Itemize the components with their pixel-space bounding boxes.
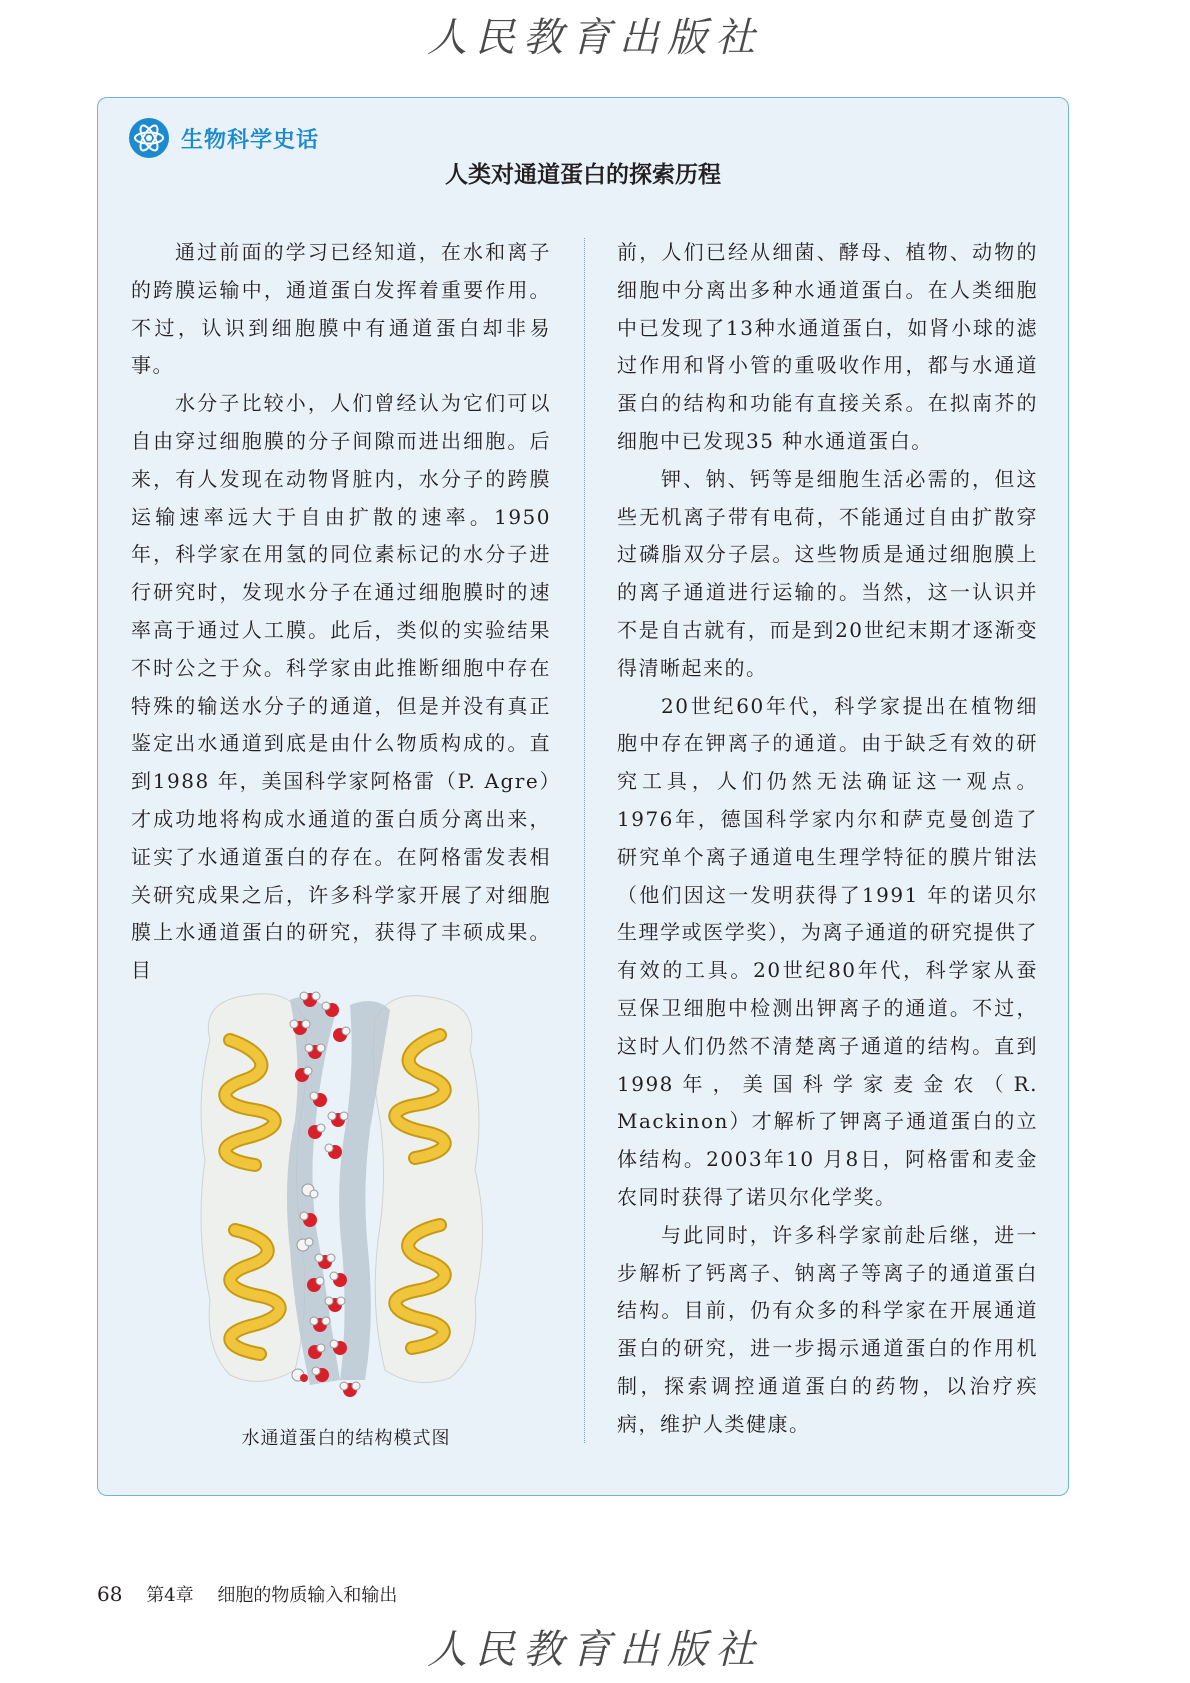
paragraph: 与此同时，许多科学家前赴后继，进一步解析了钙离子、钠离子等离子的通道蛋白结构。目前，仍有众多的科学家在开展通道蛋白的研究，进一步揭示通道蛋白的作用机制，探索调控通道蛋白的药物，以治疗疾病，维护人类健康。 (617, 1222, 1038, 1436)
column-divider (584, 238, 585, 1443)
chapter-title: 细胞的物质输入和输出 (217, 1585, 398, 1606)
page-title: 人类对通道蛋白的探索历程 (445, 162, 721, 188)
page-number: 68 (97, 1582, 123, 1606)
aquaporin-illustration (190, 980, 490, 1420)
paragraph: 20世纪60年代，科学家提出在植物细胞中存在钾离子的通道。由于缺乏有效的研究工具，人们仍然无法确证这一观点。1976年，德国科学家内尔和萨克曼创造了研究单个离子通道电生理学特征的膜片钳法（他们因这一发明获得了1991 年的诺贝尔生理学或医学奖），为离子通道的研究提供了有效的工具。20世纪80年代，科学家从蚕豆保卫细胞中检测出钾离子的通道。不过，这时人们仍然不清楚离子通道的结构。直到1998年，美国科学家麦金农（R. Mackinon）才解析了钾离子通道蛋白的立体结构。2003年10 月8日，阿格雷和麦金农同时获得了诺贝尔化学奖。 (617, 693, 1038, 1209)
paragraph: 水分子比较小，人们曾经认为它们可以自由穿过细胞膜的分子间隙而进出细胞。后来，有人发现在动物肾脏内，水分子的跨膜运输速率远大于自由扩散的速率。1950年，科学家在用氢的同位素标记的水分子进行研究时，发现水分子在通过细胞膜时的速率高于通过人工膜。此后，类似的实验结果不时公之于众。科学家由此推断细胞中存在特殊的输送水分子的通道，但是并没有真正鉴定出水通道到底是由什么物质构成的。直到1988 年，美国科学家阿格雷（P. Agre）才成功地将构成水通道的蛋白质分离出来，证实了水通道蛋白的存在。在阿格雷发表相关研究成果之后，许多科学家开展了对细胞膜上水通道蛋白的研究，获得了丰硕成果。目 (131, 391, 551, 983)
publisher-logo-bottom: 人民教育出版社 (427, 1627, 763, 1673)
right-column (617, 234, 1038, 1444)
paragraph: 前，人们已经从细菌、酵母、植物、动物的细胞中分离出多种水通道蛋白。在人类细胞中已发现了13种水通道蛋白，如肾小球的滤过作用和肾小管的重吸收作用，都与水通道蛋白的结构和功能有直接关系。在拟南芥的细胞中已发现35 种水通道蛋白。 (617, 240, 1038, 453)
figure-caption: 水通道蛋白的结构模式图 (241, 1428, 451, 1449)
section-label: 生物科学史话 (181, 128, 320, 153)
paragraph: 通过前面的学习已经知道，在水和离子的跨膜运输中，通道蛋白发挥着重要作用。不过，认识到细胞膜中有通道蛋白却非易事。 (131, 240, 551, 378)
aquaporin-figure (190, 980, 490, 1420)
chapter-number: 第4章 (146, 1585, 194, 1606)
publisher-logo-top: 人民教育出版社 (427, 15, 763, 61)
atom-icon (129, 118, 169, 158)
page-footer (97, 1581, 397, 1607)
paragraph: 钾、钠、钙等是细胞生活必需的，但这些无机离子带有电荷，不能通过自由扩散穿过磷脂双分子层。这些物质是通过细胞膜上的离子通道进行运输的。当然，这一认识并不是自古就有，而是到20世纪末期才逐渐变得清晰起来的。 (617, 466, 1038, 680)
left-column (131, 234, 551, 990)
